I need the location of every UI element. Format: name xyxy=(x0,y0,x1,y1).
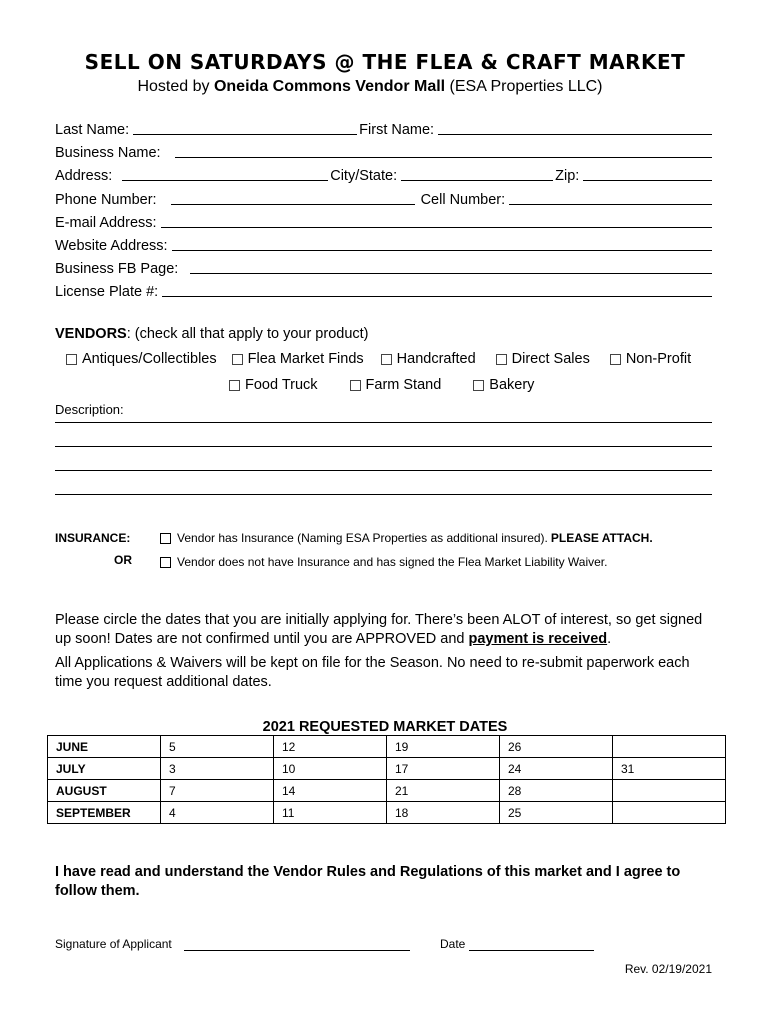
address-row xyxy=(55,164,712,184)
signature-field[interactable] xyxy=(184,938,410,951)
insurance-option-has[interactable]: Vendor has Insurance (Naming ESA Properties as additional insured). PLEASE ATTACH. xyxy=(160,531,653,545)
fb-page-row xyxy=(55,257,712,277)
date-cell[interactable]: 17 xyxy=(387,758,500,780)
business-name-row xyxy=(55,141,712,161)
insurance-or-label: OR xyxy=(114,553,132,567)
dates-table-title: 2021 REQUESTED MARKET DATES xyxy=(262,719,508,735)
business-name-label: Business Name: xyxy=(55,145,161,161)
city-state-field[interactable] xyxy=(401,166,553,181)
phone-label: Phone Number: xyxy=(55,192,157,208)
vendor-type-checkbox[interactable]: Farm Stand xyxy=(350,377,442,393)
date-cell[interactable]: 14 xyxy=(274,780,387,802)
month-cell: SEPTEMBER xyxy=(48,802,161,824)
cell-label: Cell Number: xyxy=(420,192,506,208)
revision-label: Rev. 02/19/2021 xyxy=(624,962,712,976)
first-name-label: First Name: xyxy=(359,122,435,138)
date-row xyxy=(440,937,594,951)
checkbox-icon xyxy=(496,354,507,365)
date-cell[interactable]: 19 xyxy=(387,736,500,758)
checkbox-icon xyxy=(66,354,77,365)
checkbox-icon xyxy=(381,354,392,365)
checkbox-icon xyxy=(232,354,243,365)
name-row xyxy=(55,118,712,138)
date-cell[interactable]: 21 xyxy=(387,780,500,802)
table-row xyxy=(48,736,726,758)
date-cell[interactable]: 5 xyxy=(161,736,274,758)
date-cell[interactable]: 10 xyxy=(274,758,387,780)
date-cell[interactable]: 3 xyxy=(161,758,274,780)
date-label: Date xyxy=(440,937,466,951)
vendors-label: VENDORS: (check all that apply to your product) xyxy=(55,326,369,342)
website-label: Website Address: xyxy=(55,238,168,254)
insurance-label: INSURANCE: xyxy=(55,531,131,545)
date-field[interactable] xyxy=(469,938,594,951)
vendor-type-checkbox[interactable]: Direct Sales xyxy=(496,351,590,367)
file-notice-paragraph: All Applications & Waivers will be kept on file for the Season. No need to re-submit paperwork each time you request additional dates. xyxy=(55,655,690,690)
last-name-field[interactable] xyxy=(133,120,357,135)
form-subtitle: Hosted by Oneida Commons Vendor Mall (ESA Properties LLC) xyxy=(137,78,603,95)
zip-field[interactable] xyxy=(583,166,712,181)
instructions-paragraph: Please circle the dates that you are initially applying for. There’s been ALOT of interest, so get signed up soon! Dates are not confirmed until you are APPROVED and payment is received. xyxy=(55,612,703,647)
license-plate-label: License Plate #: xyxy=(55,284,159,300)
form-title: SELL ON SATURDAYS @ THE FLEA & CRAFT MARKET xyxy=(84,50,686,74)
website-row xyxy=(55,234,712,254)
description-line[interactable] xyxy=(55,422,712,423)
business-name-field[interactable] xyxy=(175,143,712,158)
checkbox-icon xyxy=(160,557,171,568)
phone-row xyxy=(55,188,712,208)
agreement-statement: I have read and understand the Vendor Rules and Regulations of this market and I agree to follow them. xyxy=(55,864,681,899)
vendor-types-row-2 xyxy=(229,377,534,393)
date-cell[interactable]: 24 xyxy=(500,758,613,780)
description-line[interactable] xyxy=(55,446,712,447)
table-row xyxy=(48,758,726,780)
table-row xyxy=(48,780,726,802)
vendor-type-checkbox[interactable]: Handcrafted xyxy=(381,351,476,367)
date-cell[interactable]: 26 xyxy=(500,736,613,758)
month-cell: JUNE xyxy=(48,736,161,758)
date-cell[interactable] xyxy=(613,780,726,802)
email-field[interactable] xyxy=(161,213,712,228)
vendor-type-checkbox[interactable]: Flea Market Finds xyxy=(232,351,364,367)
vendor-type-checkbox[interactable]: Antiques/Collectibles xyxy=(66,351,217,367)
description-label: Description: xyxy=(55,402,124,417)
date-cell[interactable]: 31 xyxy=(613,758,726,780)
last-name-label: Last Name: xyxy=(55,122,130,138)
address-field[interactable] xyxy=(122,166,328,181)
zip-label: Zip: xyxy=(555,168,580,184)
date-cell[interactable]: 11 xyxy=(274,802,387,824)
first-name-field[interactable] xyxy=(438,120,712,135)
date-cell[interactable]: 7 xyxy=(161,780,274,802)
city-state-label: City/State: xyxy=(330,168,398,184)
table-row xyxy=(48,802,726,824)
license-plate-field[interactable] xyxy=(162,282,712,297)
vendor-type-checkbox[interactable]: Food Truck xyxy=(229,377,318,393)
website-field[interactable] xyxy=(172,236,712,251)
month-cell: JULY xyxy=(48,758,161,780)
checkbox-icon xyxy=(473,380,484,391)
date-cell[interactable]: 18 xyxy=(387,802,500,824)
email-label: E-mail Address: xyxy=(55,215,157,231)
signature-label: Signature of Applicant xyxy=(55,937,172,951)
phone-field[interactable] xyxy=(171,190,415,205)
date-cell[interactable]: 28 xyxy=(500,780,613,802)
date-cell[interactable] xyxy=(613,736,726,758)
date-cell[interactable] xyxy=(613,802,726,824)
date-cell[interactable]: 25 xyxy=(500,802,613,824)
checkbox-icon xyxy=(229,380,240,391)
vendor-type-checkbox[interactable]: Non-Profit xyxy=(610,351,691,367)
description-line[interactable] xyxy=(55,494,712,495)
license-plate-row xyxy=(55,280,712,300)
checkbox-icon xyxy=(160,533,171,544)
date-cell[interactable]: 12 xyxy=(274,736,387,758)
date-cell[interactable]: 4 xyxy=(161,802,274,824)
fb-page-label: Business FB Page: xyxy=(55,261,179,277)
address-label: Address: xyxy=(55,168,113,184)
checkbox-icon xyxy=(350,380,361,391)
fb-page-field[interactable] xyxy=(190,259,712,274)
vendor-type-checkbox[interactable]: Bakery xyxy=(473,377,534,393)
dates-table xyxy=(47,735,726,824)
month-cell: AUGUST xyxy=(48,780,161,802)
insurance-option-waiver[interactable]: Vendor does not have Insurance and has signed the Flea Market Liability Waiver. xyxy=(160,555,607,569)
checkbox-icon xyxy=(610,354,621,365)
description-line[interactable] xyxy=(55,470,712,471)
signature-row xyxy=(55,937,410,951)
vendor-types-row-1 xyxy=(66,351,691,367)
email-row xyxy=(55,211,712,231)
cell-field[interactable] xyxy=(509,190,712,205)
